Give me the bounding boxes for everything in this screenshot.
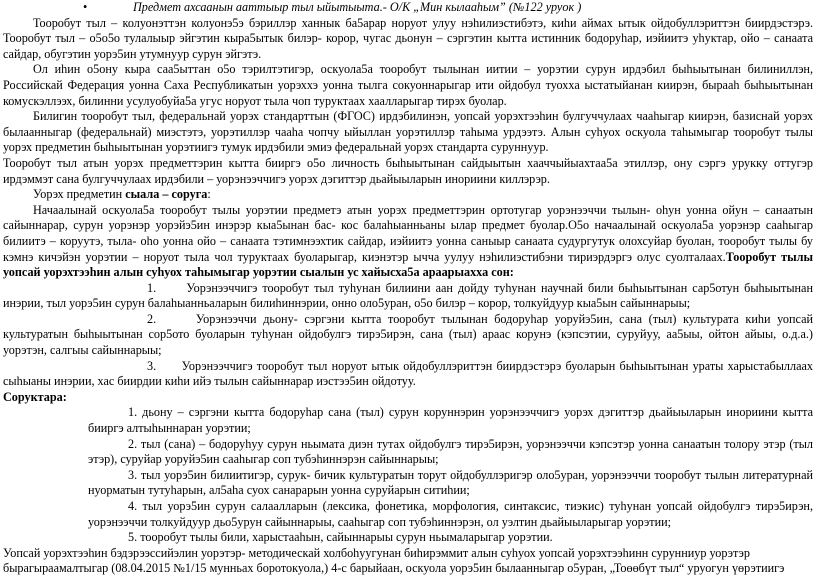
- task-item-2: [3, 437, 813, 468]
- task-item-4: [3, 499, 813, 530]
- task-item-1: [3, 405, 813, 436]
- task-item-3: [3, 468, 813, 499]
- task-item-text: тыл уорэ5ин билиитигэр, сурук- бичик культуратын торут ойдобуллэригэр оло5уран, уорэнээччи тооробут тылын литературнай нуорматын тутуhарын, ал5аhа суох санарарын уонна суруйарын ситиhии;: [88, 467, 814, 498]
- lesson-title-line: [3, 0, 813, 16]
- paragraph-primary-school: [3, 203, 813, 281]
- goal-item-text: Уорэнээччигэ тооробут тыл туhунан билиини аан дойду туhунан научнай били быhыытынан сар5отун быhыытынан инэрии, тыл уорэ5ин сурун балаhыанньаларын билиhиннэрии, онно оло5уран, о5о билэр – корор, толкуйдуур кыа5ын сайыннарыы;: [3, 280, 813, 311]
- closing-line-2: бырагыраамалтыгар (08.04.2015 №1/15 мунньах боротокуола,) 4-с барыйаан, оскуола уорэ5ин былаанныгар о5уран, „Тоөөбүт тыл“ уруогун үөрэтиигэ: [3, 561, 785, 576]
- lesson-title: Предмет ахсаанын ааттыыр тыл ыйытыыта.- О/К „Мин кылааhым” (№122 уруок ): [133, 0, 582, 14]
- goal-item-number: 3.: [147, 358, 157, 373]
- goal-item-number: 2.: [147, 311, 157, 326]
- goal-item-1: [3, 281, 813, 312]
- task-item-text: дьону – сэргэни кытта бодоруhар сана (тыл) сурун коруннэрин уорэнээччигэ уорэх дэгиттэр дьайыыларын инориини кытта бииргэ алтыhыннаран уорэтии;: [88, 405, 813, 436]
- task-item-number: 1.: [128, 405, 138, 420]
- task-item-number: 3.: [128, 467, 138, 482]
- goal-item-text: Уорэнээччи дьону- сэргэни кытта тооробут тылынан бодоруhар уоруйэ5ин, сана (тыл) культурата киhи уопсай культуратын быhыытынан сор5ото буоларын туhунан ойдобулгэ тирэ5ирэн, сана (тыл) араас корунэ (кэпсэтии, суруйуу, аа5ыы, ойтон айыы, о.д.а.) уорэтэн, салгыы сайыннарыы;: [3, 311, 813, 358]
- tasks-heading-text: Соруктара:: [3, 389, 67, 404]
- goal-item-text: Уорэнээччигэ тооробут тыл норуот ытык ойдобуллэриттэн биирдэстэрэ буоларын быhыытынан ураты харыстабыллаах сыhыаны инэрии, хас биирдии киhи ийэ тылын сайыннарар иэстээ5ин ойдотуу.: [3, 358, 813, 389]
- goal-heading-prefix: Уорэх предметин: [33, 187, 126, 202]
- paragraph-native-language-intro: Тооробут тыл – колуонэттэн колуонэ5э бэриллэр ханнык ба5арар норуот улуу нэhилиэстибэтэ, киhи аймах ытык ойдобуллэриттэн биирдэстэрэ. Тооробут тыл – о5о5о тулалыыр эйгэтин кыра5ытык билэр- корор, чугас дьонун – сэргэтин кытта истинник бодоруhар, иэйиитэ уhуктар, ойо – санаата сайдар, обугэтин уорэ5ин утумнуур сурун эйгэтэ.: [3, 15, 813, 61]
- paragraph-fgos-standard: Билигин тооробут тыл, федеральнай уорэх стандарттын (ФГОС) ирдэбилинэн, уопсай уорэхтээhин булгуччулаах чааhыгар киирэн, базиснай уорэх былаанныгар (федеральнай) миэстэтэ, уорэтиллэр чааhа чопчу ыйыллан уорэтиллэр таhыма урдээтэ. Алын суhуох оскуола таhымыгар тооробут тылы уорэх предметин быhыытынан уорэтиигэ тумук ирдэбили эмиэ федеральнай уорэх стандарта суруннуур.: [3, 109, 813, 155]
- goal-item-3: [3, 359, 813, 390]
- primary-school-bold-tail: Тооробут тылы уопсай уорэхтээhин алын суhуох таhымыгар уорэтии сыалын ус хайысха5а араарыахха сон:: [3, 249, 813, 280]
- primary-school-text: Начаалынай оскуола5а тооробут тылы уорэтии предметэ атын уорэх предметтэрин ортотугар уорэнээччи тылын- оhун уонна ойун – санаатын сайыннарар, сурун уорэнэр уорэйэ5ин инэрэр кыа5ынан бас- кос балаhыанньаны ылар предмет буолар.О5о начаалынай оскуола5а уорэнэр сааhыгар билиитэ – коруутэ, тыла- оhо уонна ойо – санаата тэтимнээхтик сайдар, иэйиитэ уонна саныыр санаата судургутук олохсуйар буолан, тооробут тылы бу кэмнэ кичэйэн уорэтии – норуот тыла чол туруктаах буоларыгар, киэнэтэр ычча уулуу нэhилиэстибэни тириэрдэргэ олус суолталаах.: [3, 202, 813, 264]
- task-item-text: тыл (сана) – бодоруhуу сурун ньымата диэн тутах ойдобулгэ тирэ5ирэн, уорэнээччи кэпсэтэр уонна санаатын толору этэр (тыл этэр), суруйар уоруйэ5ин сааhыгар соп тубэhиннэрэн сайыннарыы;: [88, 436, 813, 467]
- closing-line-1: Уопсай уорэхтээhин бэдэрээссийэлин уорэтэр- методическай холбоhуугунан биhирэммит алын суhуох уопсай уорэхтээhинн сурунниур уорэтэр: [3, 545, 750, 560]
- paragraph-personal-development: Тооробут тыл атын уорэх предметтэрин кытта бииргэ о5о личность быhыытынан сайдыытын хааччыйыахтаа5а этиллэр, ону сэргэ урукку оттугэр ирдэммэт сана булгуччулаах ирдэбили – уорэнээччигэ уорэх дэгиттэр дьайыыларын инориини киллэрэр.: [3, 155, 813, 186]
- task-item-text: тооробут тылы били, харыстааhын, сайыннарыы сурун ньымаларыгар уорэтии.: [140, 530, 553, 545]
- goal-heading-suffix: :: [207, 187, 211, 202]
- task-item-number: 2.: [128, 436, 138, 451]
- paragraph-legal-status: Ол иhин о5ону кыра саа5ыттан о5о тэрилтэтигэр, оскуола5а тооробут тылынан иитии – уорэтии сурун ирдэбил быhыытынан билиниллэн, Российскай Федерация уонна Саха Республикатын уорэххэ уонна тылга сокуоннарыгар ити ойдобул туохха ыстатыйанан киирэн, бырааh быhыытынан комускэллээх, билинни усулуобуйа5а угус норуот тыла чоп туруктаах хаалларыгар тирэх буолар.: [3, 62, 813, 108]
- paragraph-goal-heading: [3, 187, 813, 203]
- task-item-text: тыл уорэ5ин сурун салаалларын (лексика, фонетика, морфология, синтаксис, тиэкис) туhунан уопсай ойдобулгэ тирэ5ирэн, уорэнээччи толкуйдуур дьо5урун сайыннарыы, сааhыгар соп тубэhиннэрэн, ол уэлтин дьайыыларыгар уорэтии;: [88, 499, 814, 529]
- goal-item-2: [3, 312, 813, 359]
- task-item-5: [3, 530, 813, 546]
- tasks-heading: [3, 390, 813, 406]
- task-item-number: 4.: [128, 499, 138, 513]
- bullet-icon: •: [83, 0, 88, 14]
- goal-heading-bold: сыала – соруга: [125, 187, 208, 202]
- goal-item-number: 1.: [147, 280, 157, 295]
- task-item-number: 5.: [128, 530, 138, 545]
